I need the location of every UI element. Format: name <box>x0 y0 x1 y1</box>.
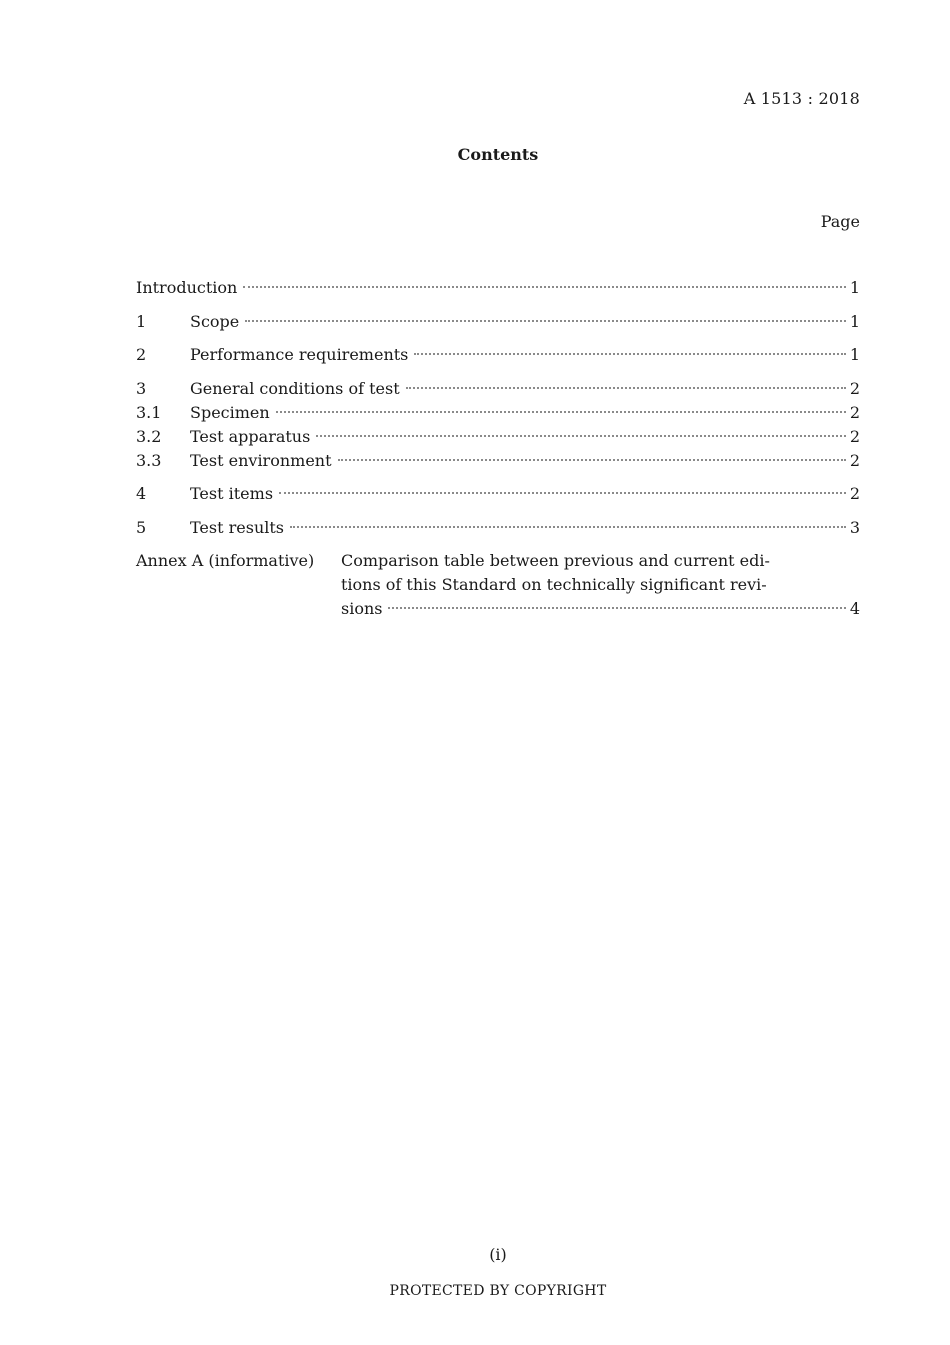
toc-entry-page: 1 <box>849 311 860 331</box>
toc-entry-number: 3.2 <box>136 426 162 446</box>
annex-label: Annex A (informative) <box>136 551 315 570</box>
toc-entry-page: 1 <box>849 345 860 364</box>
toc-entry-title: Test items <box>190 484 274 503</box>
toc-entry-performance-requirements <box>136 343 860 367</box>
toc-entry-title: Test results <box>190 517 285 537</box>
annex-title-line: sions <box>341 599 383 618</box>
dot-leader <box>316 435 845 437</box>
dot-leader <box>245 320 846 322</box>
toc-entry-number: 3.1 <box>136 402 162 422</box>
toc-entry-page: 2 <box>849 426 860 446</box>
toc-entry-number: 5 <box>136 517 147 537</box>
footer-page-number: (i) <box>489 1245 507 1264</box>
dot-leader <box>276 411 846 413</box>
dot-leader <box>279 492 846 494</box>
toc-entry-introduction <box>136 276 860 300</box>
dot-leader <box>388 607 845 609</box>
toc-entry-test-results <box>136 516 860 540</box>
toc-entry-page: 2 <box>849 402 860 422</box>
toc-entry-title: Specimen <box>190 402 270 422</box>
document-number: A 1513 : 2018 <box>743 89 860 108</box>
toc-entry-number: 1 <box>136 311 147 331</box>
annex-title-block <box>341 549 860 621</box>
toc-entry-page: 2 <box>849 378 860 398</box>
toc-entry-number: 3 <box>136 378 147 398</box>
page-column-label: Page <box>820 212 860 231</box>
toc-entry-title: Test environment <box>190 450 332 470</box>
toc-entry-test-items <box>136 482 860 506</box>
annex-title-last-line <box>341 597 860 621</box>
toc-entry-page: 3 <box>849 517 860 537</box>
toc-entry-page: 4 <box>849 599 860 618</box>
toc-entry-scope <box>136 310 860 334</box>
toc-entry-title: General conditions of test <box>190 378 400 398</box>
table-of-contents <box>136 276 860 621</box>
toc-entry-title: Introduction <box>136 278 238 297</box>
toc-entry-specimen <box>136 401 860 425</box>
dot-leader <box>338 459 846 461</box>
toc-entry-general-conditions <box>136 377 860 401</box>
annex-title-line: Comparison table between previous and current edi- <box>341 551 770 570</box>
dot-leader <box>406 387 846 389</box>
toc-entry-number: 3.3 <box>136 450 162 470</box>
contents-heading: Contents <box>457 145 539 164</box>
annex-title-line: tions of this Standard on technically significant revi- <box>341 575 767 594</box>
copyright-notice: PROTECTED BY COPYRIGHT <box>389 1283 607 1299</box>
toc-entry-test-apparatus <box>136 425 860 449</box>
toc-entry-page: 2 <box>849 450 860 470</box>
toc-entry-page: 1 <box>849 278 860 297</box>
dot-leader <box>243 286 845 288</box>
toc-entry-title: Test apparatus <box>190 426 311 446</box>
toc-entry-number: 4 <box>136 484 147 503</box>
toc-entry-title: Performance requirements <box>190 345 409 364</box>
dot-leader <box>414 353 845 355</box>
toc-entry-title: Scope <box>190 311 240 331</box>
toc-entry-annex-a <box>136 549 860 621</box>
toc-entry-number: 2 <box>136 345 147 364</box>
dot-leader <box>290 526 846 528</box>
toc-entry-test-environment <box>136 449 860 473</box>
toc-entry-page: 2 <box>849 484 860 503</box>
